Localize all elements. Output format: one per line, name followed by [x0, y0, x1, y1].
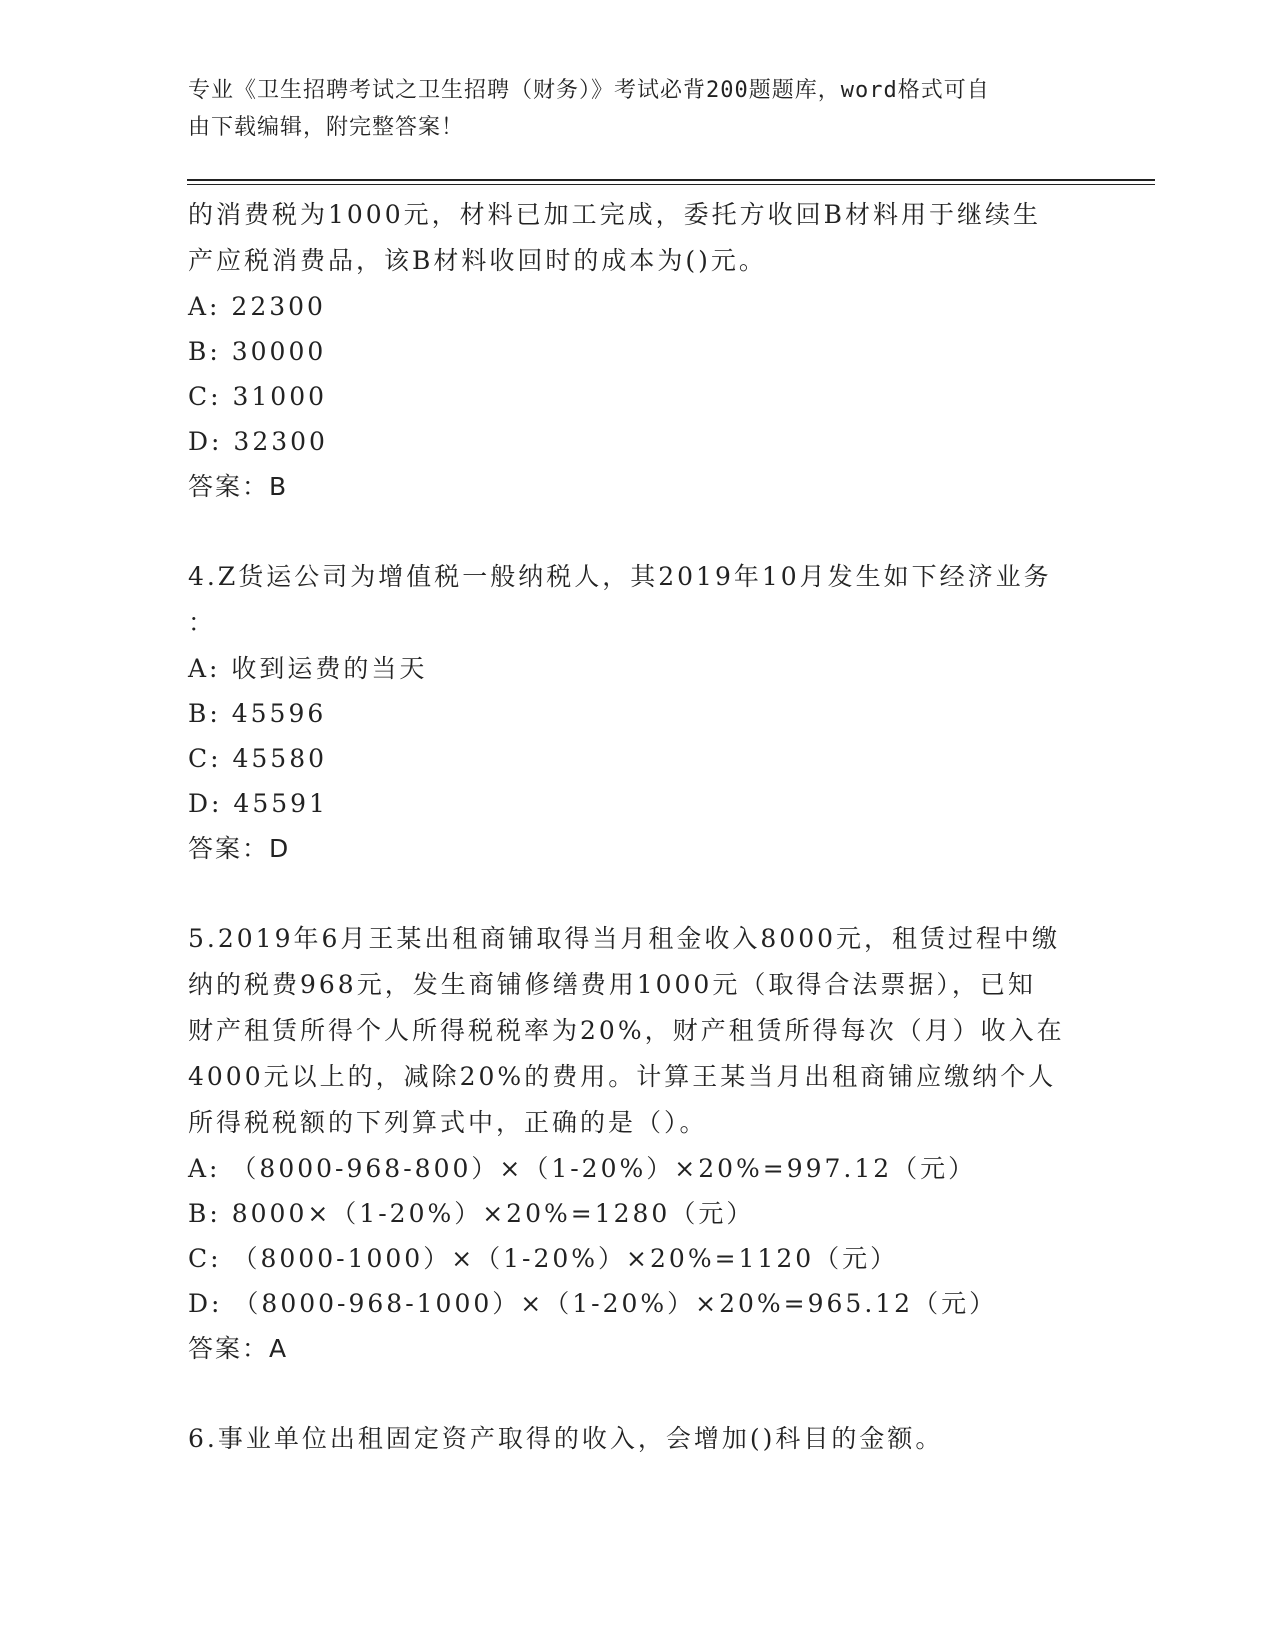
option-a: A: 22300 — [188, 292, 326, 321]
option-a: A: 收到运费的当天 — [188, 654, 428, 683]
spacer — [188, 510, 1108, 554]
question-text-line: 财产租赁所得个人所得税税率为20%，财产租赁所得每次（月）收入在 — [188, 1016, 1065, 1045]
option-b: B: 45596 — [188, 699, 327, 728]
option-b: B: 8000×（1-20%）×20%=1280（元） — [188, 1199, 755, 1228]
question-text-line: 的消费税为1000元，材料已加工完成，委托方收回B材料用于继续生 — [188, 200, 1041, 229]
question-text-line: 4.Z货运公司为增值税一般纳税人，其2019年10月发生如下经济业务 — [188, 562, 1052, 591]
option-c: C: （8000-1000）×（1-20%）×20%=1120（元） — [188, 1244, 899, 1273]
question-3 — [188, 192, 1108, 510]
spacer — [188, 1372, 1108, 1416]
question-text-line: 所得税税额的下列算式中，正确的是（）。 — [188, 1108, 708, 1137]
header-line-1: 专业《卫生招聘考试之卫生招聘（财务）》考试必背200题题库，word格式可自 — [188, 78, 990, 103]
header-divider-thick — [187, 179, 1155, 181]
option-d: D: （8000-968-1000）×（1-20%）×20%=965.12（元） — [188, 1289, 998, 1318]
option-d: D: 32300 — [188, 427, 328, 456]
question-5 — [188, 916, 1108, 1372]
question-6 — [188, 1416, 1108, 1462]
option-c: C: 31000 — [188, 382, 328, 411]
answer-label: 答案：A — [188, 1334, 289, 1363]
question-text-line: 6.事业单位出租固定资产取得的收入，会增加()科目的金额。 — [188, 1424, 944, 1453]
option-d: D: 45591 — [188, 789, 328, 818]
question-text-line: 产应税消费品，该B材料收回时的成本为()元。 — [188, 246, 767, 275]
answer-label: 答案：B — [188, 472, 289, 501]
question-text-line: 纳的税费968元，发生商铺修缮费用1000元（取得合法票据），已知 — [188, 970, 1036, 999]
option-a: A: （8000-968-800）×（1-20%）×20%=997.12（元） — [188, 1154, 977, 1183]
question-text-line: 5.2019年6月王某出租商铺取得当月租金收入8000元，租赁过程中缴 — [188, 924, 1061, 953]
header-divider-thin — [187, 184, 1155, 185]
answer-label: 答案：D — [188, 834, 291, 863]
header-line-2: 由下载编辑，附完整答案！ — [188, 115, 465, 140]
option-c: C: 45580 — [188, 744, 328, 773]
question-4 — [188, 554, 1108, 872]
document-header — [188, 72, 1088, 146]
question-text-line: 4000元以上的，减除20%的费用。计算王某当月出租商铺应缴纳个人 — [188, 1062, 1057, 1091]
question-list — [188, 192, 1108, 1462]
spacer — [188, 872, 1108, 916]
option-b: B: 30000 — [188, 337, 327, 366]
question-text-line: ： — [188, 608, 217, 637]
